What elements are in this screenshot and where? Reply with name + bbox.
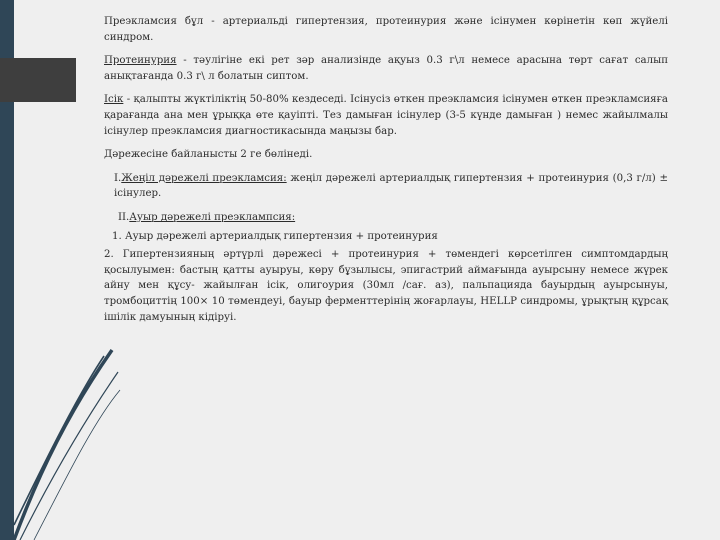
- severe-degree-heading: [104, 210, 668, 226]
- mild-degree-text: жеңіл дәрежелі артериалдық гипертензия + протеинурия (0,3 г/л) ± ісінулер.: [114, 172, 668, 200]
- edema-term: Ісік: [104, 94, 124, 106]
- severe-item-2: 2. Гипертензияның әртүрлі дәрежесі + протеинурия + төмендегі көрсетілген симптомдардың қосылуымен: бастың қатты ауыруы, көру бұзылысы, эпигастрий аймағында ауырсыну немесе жүрек айну мен құсу- жайылған ісік, олигоурия (30мл /сағ. аз), пальпацияда бауырдың ауырсынуы, тромбоциттің 100× 10 төмендеуі, бауыр ферменттерінің жоғарлауы, HELLP синдромы, ұрықтың құрсақ ішілік дамуының кідіруі.: [104, 249, 668, 323]
- mild-degree-term: Жеңіл дәрежелі преэкламсия:: [121, 172, 287, 184]
- severe-degree-prefix: II.: [118, 211, 130, 223]
- mild-degree-prefix: I.: [114, 172, 122, 184]
- text-content: [104, 14, 668, 325]
- mild-degree-paragraph: [104, 171, 668, 202]
- severe-degree-term: Ауыр дәрежелі преэклампсия:: [129, 211, 296, 223]
- proteinuria-term: Протеинурия: [104, 55, 177, 67]
- edema-text: - қалыпты жүктіліктің 50-80% кездеседі. Ісінусіз өткен преэкламсия ісінумен өткен преэкламсияға қарағанда ана мен ұрыққа өте қауіпті. Тез дамыған ісінулер (3-5 күнде дамыған ) немес жайылмалы ісінулер преэкламсия диагностикасында маңызы бар.: [104, 94, 668, 137]
- severe-item-1: 1. Ауыр дәрежелі артериалдық гипертензия + протеинурия: [112, 230, 438, 242]
- proteinuria-paragraph: [104, 53, 668, 84]
- dark-accent-tab: [0, 58, 76, 102]
- degree-paragraph: Дәрежесіне байланысты 2 ге бөлінеді.: [104, 149, 313, 161]
- definition-paragraph: Преэкламсия бұл - артериальді гипертензия, протеинурия және ісінумен көрінетін көп жүйелі синдром.: [104, 16, 668, 43]
- edema-paragraph: [104, 92, 668, 139]
- proteinuria-text: - тәулігіне екі рет зәр анализінде ақуыз 0.3 г\л немесе арасына төрт сағат салып анықтағанда 0.3 г\ л болатын сиптом.: [104, 55, 668, 82]
